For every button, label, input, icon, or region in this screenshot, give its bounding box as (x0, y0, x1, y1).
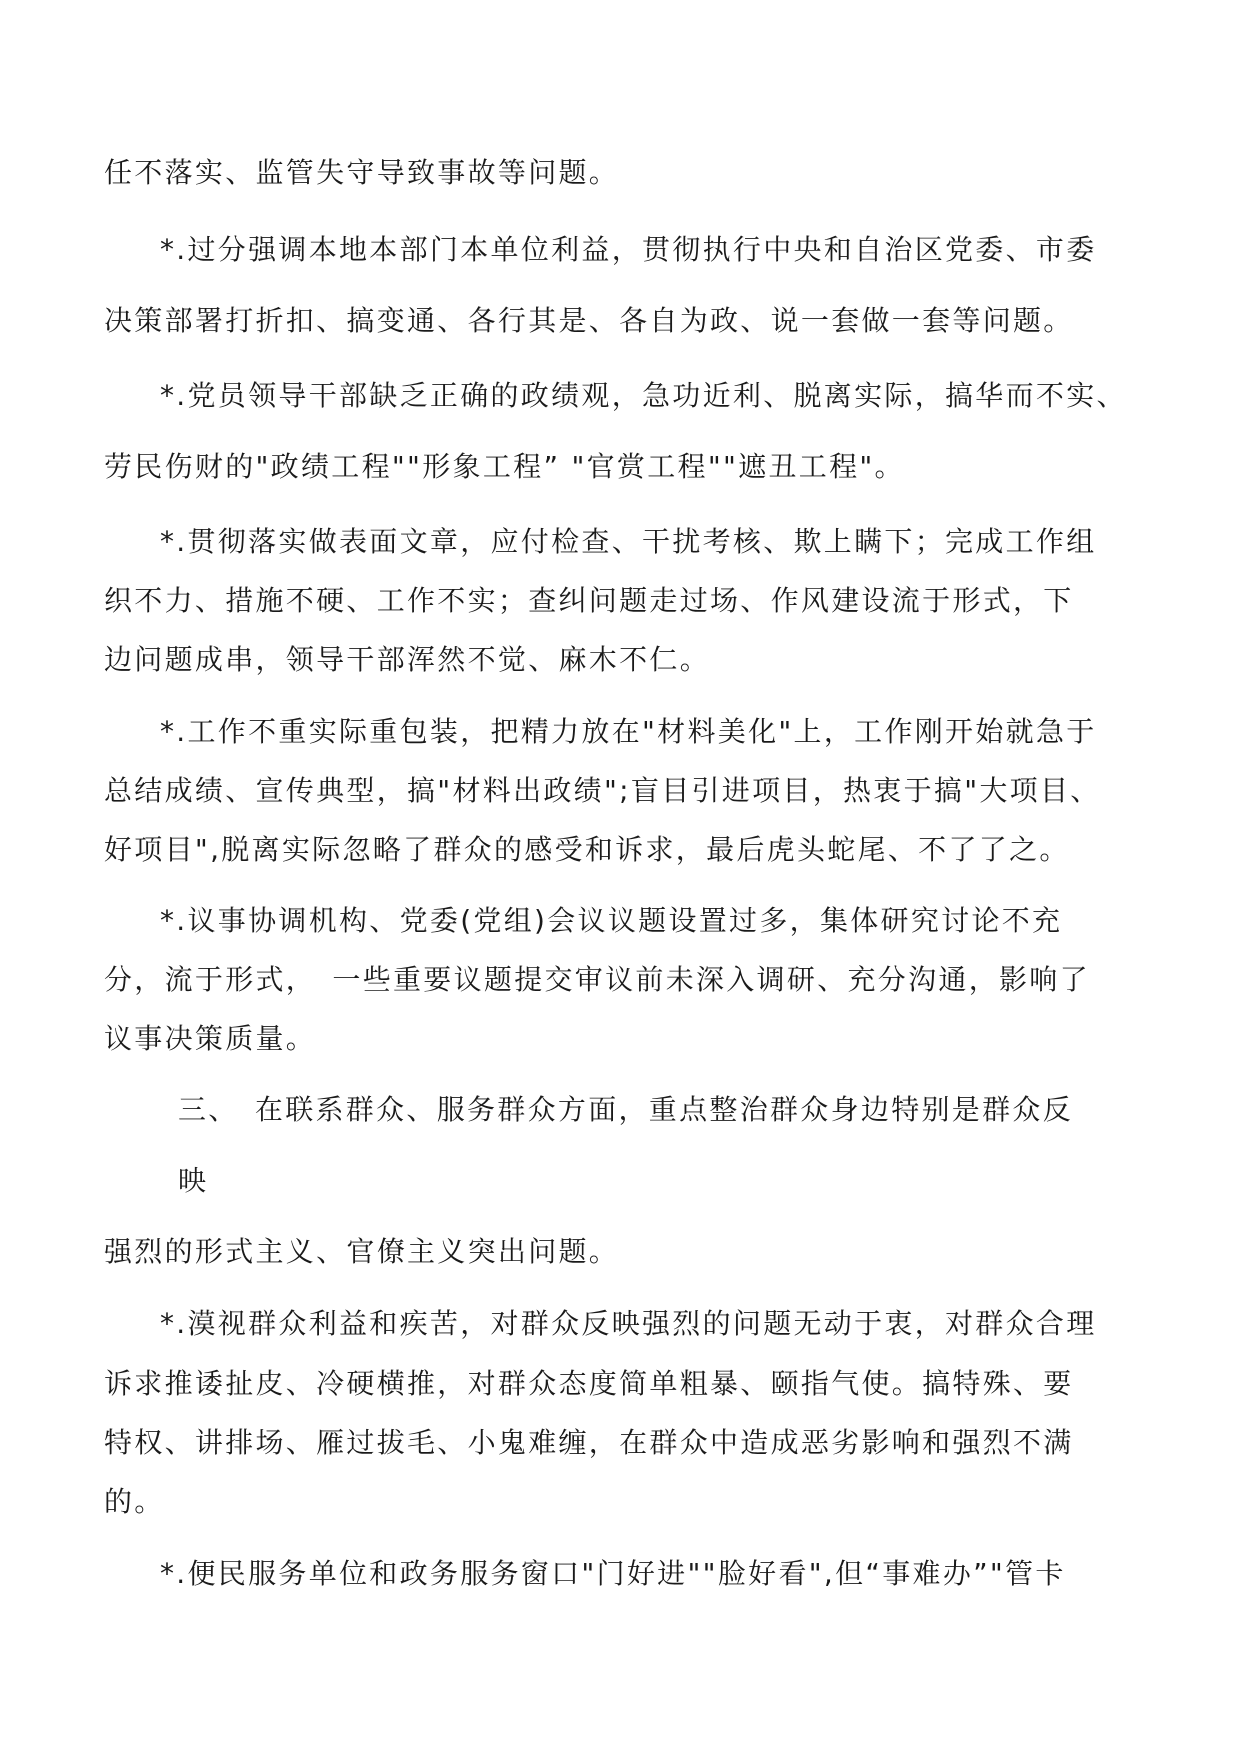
text-line: *.工作不重实际重包装，把精力放在"材料美化"上，工作刚开始就急于 (160, 715, 1097, 748)
text-line: *.党员领导干部缺乏正确的政绩观，急功近利、脱离实际，搞华而不实、 (160, 379, 1127, 412)
text-line: 总结成绩、宣传典型，搞"材料出政绩";盲目引进项目，热衷于搞"大项目、 (104, 774, 1101, 807)
text-line: 分，流于形式， 一些重要议题提交审议前未深入调研、充分沟通，影响了 (104, 963, 1090, 996)
text-line: 特权、讲排场、雁过拔毛、小鬼难缠，在群众中造成恶劣影响和强烈不满 (104, 1426, 1074, 1459)
text-line: 的。 (104, 1485, 165, 1518)
text-line: *.贯彻落实做表面文章，应付检查、干扰考核、欺上瞒下；完成工作组 (160, 525, 1097, 558)
text-line: 诉求推诿扯皮、冷硬横推，对群众态度简单粗暴、颐指气使。搞特殊、要 (104, 1367, 1074, 1400)
section-heading: 三、 在联系群众、服务群众方面，重点整治群众身边特别是群众反 (178, 1093, 1074, 1126)
text-line: *.议事协调机构、党委(党组)会议议题设置过多，集体研究讨论不充 (160, 904, 1063, 937)
text-line: *.过分强调本地本部门本单位利益，贯彻执行中央和自治区党委、市委 (160, 233, 1097, 266)
text-line: *.漠视群众利益和疾苦，对群众反映强烈的问题无动于衷，对群众合理 (160, 1307, 1097, 1340)
text-line: 议事决策质量。 (104, 1022, 317, 1055)
text-line: 决策部署打折扣、搞变通、各行其是、各自为政、说一套做一套等问题。 (104, 304, 1074, 337)
text-line: 织不力、措施不硬、工作不实；查纠问题走过场、作风建设流于形式，下 (104, 584, 1074, 617)
text-line: 边问题成串，领导干部浑然不觉、麻木不仁。 (104, 643, 711, 676)
text-line: 强烈的形式主义、官僚主义突出问题。 (104, 1235, 620, 1268)
text-line: 任不落实、监管失守导致事故等问题。 (104, 156, 620, 189)
text-line: 劳民伤财的"政绩工程""形象工程” "官赏工程""遮丑工程"。 (104, 450, 905, 483)
text-line: 好项目",脱离实际忽略了群众的感受和诉求，最后虎头蛇尾、不了了之。 (104, 833, 1070, 866)
text-line: *.便民服务单位和政务服务窗口"门好进""脸好看",但“事难办”"管卡 (160, 1557, 1066, 1590)
text-line: 映 (178, 1164, 209, 1197)
